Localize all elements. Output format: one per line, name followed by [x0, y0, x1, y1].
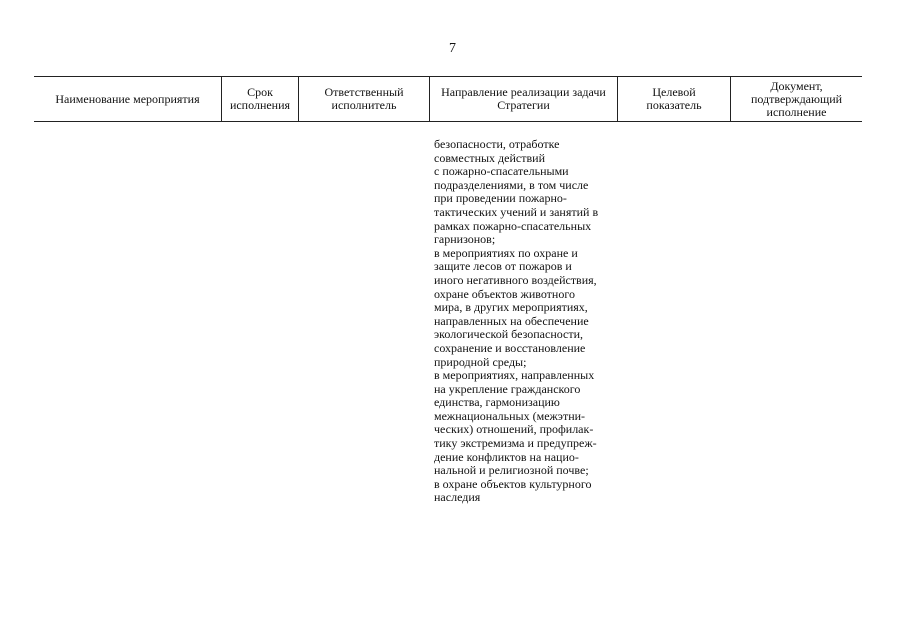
measures-table [34, 76, 862, 552]
header-deadline: Срок исполнения [222, 77, 299, 121]
header-strategy-direction: Направление реализации задачи Стратегии [430, 77, 618, 121]
table-header-row [34, 76, 862, 122]
strategy-direction-cell: безопасности, отработке совместных действий с пожарно-спасательными подразделениями, в том числе при проведении пожарно- тактических учений и занятий в рамках пожарно-спасательных гарнизонов; в мероприятиях по охране и защите лесов от пожаров и иного негативного воздействия, охране объектов животного мира, в других мероприятиях, направленных на обеспечение экологической безопасности, сохранение и восстановление природной среды; в мероприятиях, направленных на укрепление гражданского единства, гармонизацию межнациональных (межэтни- ческих) отношений, профилак- тику экстремизма и предупреж- дение конфликтов на нацио- нальной и религиозной почве; в охране объектов культурного наследия [434, 137, 599, 505]
table-row [34, 122, 862, 552]
header-confirming-document: Документ, подтверждающий исполнение [750, 78, 843, 119]
header-responsible: Ответственный исполнитель [299, 77, 430, 121]
header-measure-name: Наименование мероприятия [34, 77, 222, 121]
header-target-indicator: Целевой показатель [618, 77, 731, 121]
page-number: 7 [449, 41, 456, 56]
